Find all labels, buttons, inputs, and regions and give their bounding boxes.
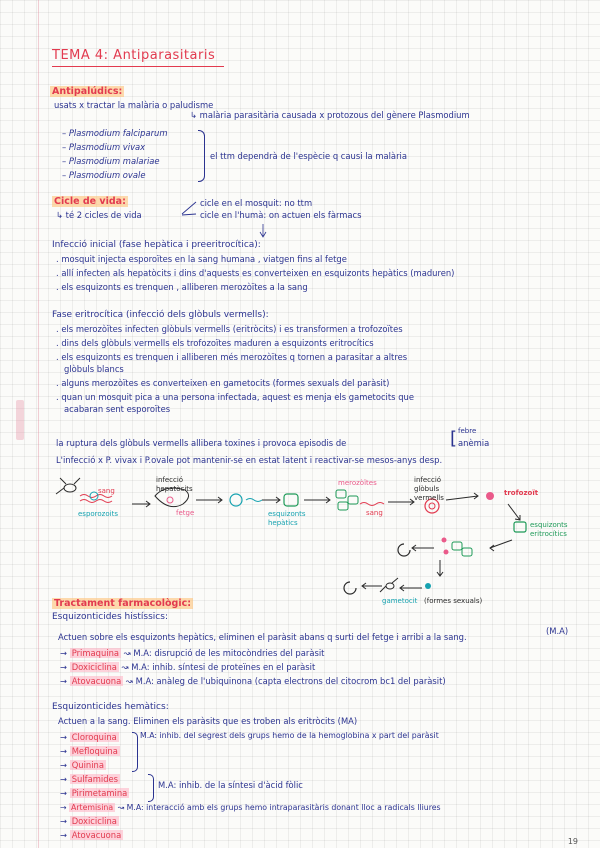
- tractament-sub1: Esquizonticides histíssics:: [52, 612, 168, 622]
- arrow-11: [362, 583, 382, 589]
- diagram-label-infeccio-globuls: infecció glòbuls vermells: [414, 476, 444, 502]
- fase-item-2: . dins dels glòbuls vermells els trofozoïtes maduren a esquizonts eritrocítics: [56, 338, 374, 348]
- drugs2a-ma: M.A: inhib. del segrest dels grups hemo de la hemoglobina x part del paràsit: [140, 731, 439, 740]
- cicle-branch-1: cicle en el mosquit: no ttm: [200, 198, 313, 208]
- arrow-3: [304, 497, 330, 503]
- arrow-10: [400, 585, 422, 591]
- gametocyte-mark: [425, 583, 431, 589]
- tractament-sub2: Esquizonticides hemàtics:: [52, 702, 169, 712]
- drug2b-2: → Pirimetamina: [60, 788, 128, 798]
- fase-item-5b: acabaran sent esporoïtes: [64, 404, 171, 414]
- anemia-label: anèmia: [458, 438, 490, 448]
- drugs2b-brace: [148, 774, 154, 802]
- diagram-label-esquizonts-hepatics: esquizonts hepàtics: [268, 510, 306, 527]
- arrow-1: [196, 497, 222, 503]
- drug2a-3: → Quinina: [60, 760, 104, 770]
- antipaludics-heading: Antipalúdics:: [52, 86, 123, 97]
- arrow-to-liver: [132, 501, 150, 507]
- drugs2b-ma: M.A: inhib. de la síntesi d'àcid fòlic: [158, 780, 303, 790]
- arrow-2: [262, 497, 280, 503]
- drug-atovacuona: Atovacuona: [71, 676, 122, 686]
- infeccio-item-1: . mosquit injecta esporoïtes en la sang humana , viatgen fins al fetge: [56, 254, 347, 264]
- cicle-heading: Cicle de vida:: [54, 196, 126, 207]
- drug2d-2: → Atovacuona: [60, 830, 122, 840]
- drug3-row: → Atovacuona ↝ M.A: anàleg de l'ubiquinona (capta electrons del citocrom bc1 del paràsit): [60, 676, 446, 686]
- fase-item-3b: glòbuls blancs: [64, 364, 124, 374]
- diagram-label-merozoits: merozòïtes: [338, 479, 377, 487]
- ruptura-line2: L'infecció x P. vivax i P.ovale pot mantenir-se en estat latent i reactivar-se mesos-anys desp.: [56, 455, 443, 465]
- mosquito-icon: [56, 478, 80, 494]
- page-title: TEMA 4: Antiparasitaris: [52, 48, 216, 63]
- erythrocytic-schizont: [514, 522, 526, 532]
- arrow-4: [388, 499, 414, 505]
- recycle-arrow-icon: [398, 544, 410, 556]
- trophozoite-mark: [486, 492, 494, 500]
- arrow-6: [508, 504, 520, 520]
- diagram-label-trofozoit: trofozoït: [504, 489, 539, 497]
- tractament-sub2-desc: Actuen a la sang. Eliminen els paràsits que es troben als eritròcits (MA): [58, 716, 358, 726]
- fase-item-4: . alguns merozòïtes es converteixen en gametocits (formes sexuals del paràsit): [56, 378, 390, 388]
- infeccio-heading: Infecció inicial (fase hepàtica i preeritrocítica):: [52, 240, 261, 250]
- mosquito-icon-2: [380, 578, 398, 592]
- febre-label: febre: [458, 427, 477, 435]
- arrow-9: [437, 560, 443, 576]
- diagram-label-gametocit: gametocit: [382, 597, 418, 605]
- infeccio-item-2: . allí infecten als hepatòcits i dins d'aquests es converteixen en esquizonts hepàtics (maduren): [56, 268, 455, 278]
- pink-dot-1: [442, 538, 447, 543]
- species-item-1: – Plasmodium falciparum: [62, 128, 168, 138]
- diagram-label-esporozoits: esporozoits: [78, 510, 118, 518]
- cicle-line1: ↳ té 2 cicles de vida: [56, 210, 142, 220]
- fase-heading: Fase eritrocítica (infecció dels glòbuls vermells):: [52, 310, 269, 320]
- species-item-2: – Plasmodium vivax: [62, 142, 146, 152]
- species-item-3: – Plasmodium malariae: [62, 156, 160, 166]
- drug2c-row: → Artemisina ↝ M.A: interacció amb els grups hemo intraparasitàris donant lloc a radicals lliures: [60, 803, 441, 812]
- blood-wave-3: [360, 503, 384, 506]
- fase-item-1: . els merozòïtes infecten glòbuls vermells (eritròcits) i es transformen a trofozoïtes: [56, 324, 403, 334]
- drug2d-1: → Doxiciclina: [60, 816, 117, 826]
- drugs2a-brace: [132, 732, 138, 772]
- drug-primaquina: Primaquina: [71, 648, 120, 658]
- drug2a-2: → Mefloquina: [60, 746, 118, 756]
- species-item-4: – Plasmodium ovale: [62, 170, 146, 180]
- drug2a-1: → Cloroquina: [60, 732, 117, 742]
- fase-item-3: . els esquizonts es trenquen i alliberen més merozòïtes q tornen a parasitar a altres: [56, 352, 408, 362]
- drug2b-1: → Sulfamides: [60, 774, 119, 784]
- page-number: 19: [567, 837, 578, 846]
- tractament-heading: Tractament farmacològic:: [54, 598, 192, 609]
- drug-doxiciclina: Doxiciclina: [71, 662, 117, 672]
- red-blood-cell-inner: [429, 503, 435, 509]
- ruptura-line1: la ruptura dels glòbuls vermells allibera toxines i provoca episodis de: [56, 438, 347, 448]
- diagram-label-sang-2: sang: [366, 509, 383, 517]
- recycle-arrow-icon-2: [344, 582, 356, 594]
- diagram-label-infeccio-hepatocits: infecció hepatòcits: [156, 476, 193, 493]
- diagram-label-formes-sexuals: (formes sexuals): [424, 597, 483, 605]
- liver-infection-mark: [167, 497, 173, 503]
- drug2-row: → Doxiciclina ↝ M.A: inhib. síntesi de proteïnes en el paràsit: [60, 662, 316, 672]
- merozoite-cluster: [336, 490, 358, 510]
- diagram-label-sang: sang: [98, 487, 115, 495]
- arrow-7: [490, 540, 512, 551]
- hepatic-schizont: [284, 494, 298, 506]
- antipaludics-line1: usats x tractar la malària o paludisme: [54, 100, 214, 110]
- arrow-8: [412, 545, 434, 551]
- diagram-label-fetge: fetge: [176, 509, 195, 517]
- infeccio-item-3: . els esquizonts es trenquen , alliberen merozòïtes a la sang: [56, 282, 308, 292]
- hepatocyte-cell: [230, 494, 242, 506]
- fase-item-5: . quan un mosquit pica a una persona infectada, aquest es menja els gametocits que: [56, 392, 414, 402]
- ruptura-brace: [: [450, 428, 458, 449]
- tractament-ma-note: (M.A): [546, 626, 569, 636]
- lower-cluster: [452, 542, 472, 556]
- species-note: el ttm dependrà de l'espècie q causi la malària: [210, 151, 407, 161]
- cicle-branch-2: cicle en l'humà: on actuen els fàrmacs: [200, 210, 362, 220]
- pink-dot-2: [444, 550, 449, 555]
- diagram-label-esquizonts-eritrocitics: esquizonts eritrocítics: [530, 521, 568, 538]
- drug1-row: → Primaquina ↝ M.A: disrupció de les mitocòndries del paràsit: [60, 648, 325, 658]
- merozoite-release: [246, 499, 262, 502]
- tractament-sub1-desc: Actuen sobre els esquizonts hepàtics, eliminen el paràsit abans q surti del fetge i arribi a la sang.: [58, 632, 467, 642]
- antipaludics-line2: ↳ malària parasitària causada x protozous del gènere Plasmodium: [190, 110, 470, 120]
